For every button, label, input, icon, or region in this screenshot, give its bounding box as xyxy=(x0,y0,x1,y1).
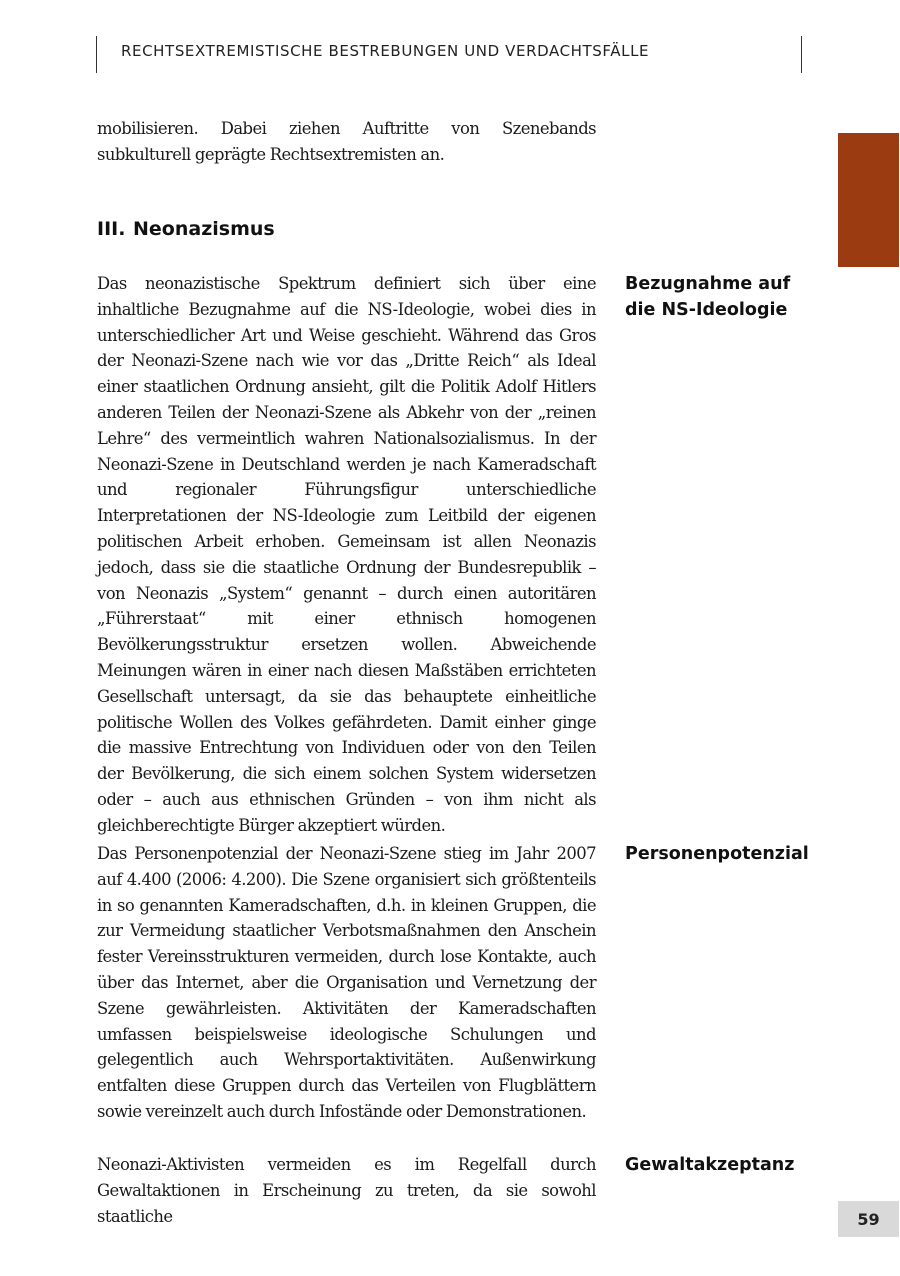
section-title: Neonazismus xyxy=(133,218,275,240)
margin-note-gewaltakzeptanz: Gewaltakzeptanz xyxy=(625,1155,795,1175)
section-heading xyxy=(97,218,275,240)
intro-paragraph: mobilisieren. Dabei ziehen Auftritte von Szenebands subkulturell geprägte Rechtsextremisten an. xyxy=(97,119,596,164)
paragraph-gewaltakzeptanz: Neonazi-Aktivisten vermeiden es im Regelfall durch Gewaltaktionen in Erscheinung zu treten, da sie sowohl staatliche xyxy=(97,1155,596,1226)
running-header: RECHTSEXTREMISTISCHE BESTREBUNGEN UND VERDACHTSFÄLLE xyxy=(121,42,650,60)
margin-note-personenpotenzial: Personenpotenzial xyxy=(625,844,809,864)
chapter-tab-marker xyxy=(838,133,899,267)
paragraph-ns-ideologie: Das neonazistische Spektrum definiert sich über eine inhaltliche Bezugnahme auf die NS-Ideologie, wobei dies in unterschiedlicher Art und Weise geschieht. Während das Gros der Neonazi-Szene nach wie vor das „Dritte Reich“ als Ideal einer staatlichen Ordnung ansieht, gilt die Politik Adolf Hitlers anderen Teilen der Neonazi-Szene als Abkehr von der „reinen Lehre“ des vermeintlich wahren Nationalsozialismus. In der Neonazi-Szene in Deutschland werden je nach Kameradschaft und regionaler Führungsfigur unterschiedliche Interpretationen der NS-Ideologie zum Leitbild der eigenen politischen Arbeit erhoben. Gemeinsam ist allen Neonazis jedoch, dass sie die staatliche Ordnung der Bundesrepublik – von Neonazis „System“ genannt – durch einen autoritären „Führerstaat“ mit einer ethnisch homogenen Bevölkerungsstruktur ersetzen wollen. Abweichende Meinungen wären in einer nach diesen Maßstäben errichteten Gesellschaft untersagt, da sie das behauptete einheitliche politische Wollen des Volkes gefährdeten. Damit einher ginge die massive Entrechtung von Individuen oder von den Teilen der Bevölkerung, die sich einem solchen System widersetzen oder – auch aus ethnischen Gründen – von ihm nicht als gleichberechtigte Bürger akzeptiert würden. xyxy=(97,274,596,835)
header-rule-left xyxy=(96,36,97,73)
header-rule-right xyxy=(801,36,802,73)
margin-note-ns-ideologie: Bezugnahme auf die NS-Ideologie xyxy=(625,274,791,320)
page-number: 59 xyxy=(838,1201,899,1237)
paragraph-personenpotenzial: Das Personenpotenzial der Neonazi-Szene stieg im Jahr 2007 auf 4.400 (2006: 4.200). Die Szene organisiert sich größtenteils in so genannten Kameradschaften, d.h. in kleinen Gruppen, die zur Vermeidung staatlicher Verbotsmaßnahmen den Anschein fester Vereinsstrukturen vermeiden, durch lose Kontakte, auch über das Internet, aber die Organisation und Vernetzung der Szene gewährleisten. Aktivitäten der Kameradschaften umfassen beispielsweise ideologische Schulungen und gelegentlich auch Wehrsportaktivitäten. Außenwirkung entfalten diese Gruppen durch das Verteilen von Flugblättern sowie vereinzelt auch durch Infostände oder Demonstrationen. xyxy=(97,844,596,1121)
section-number: III. xyxy=(97,218,126,240)
